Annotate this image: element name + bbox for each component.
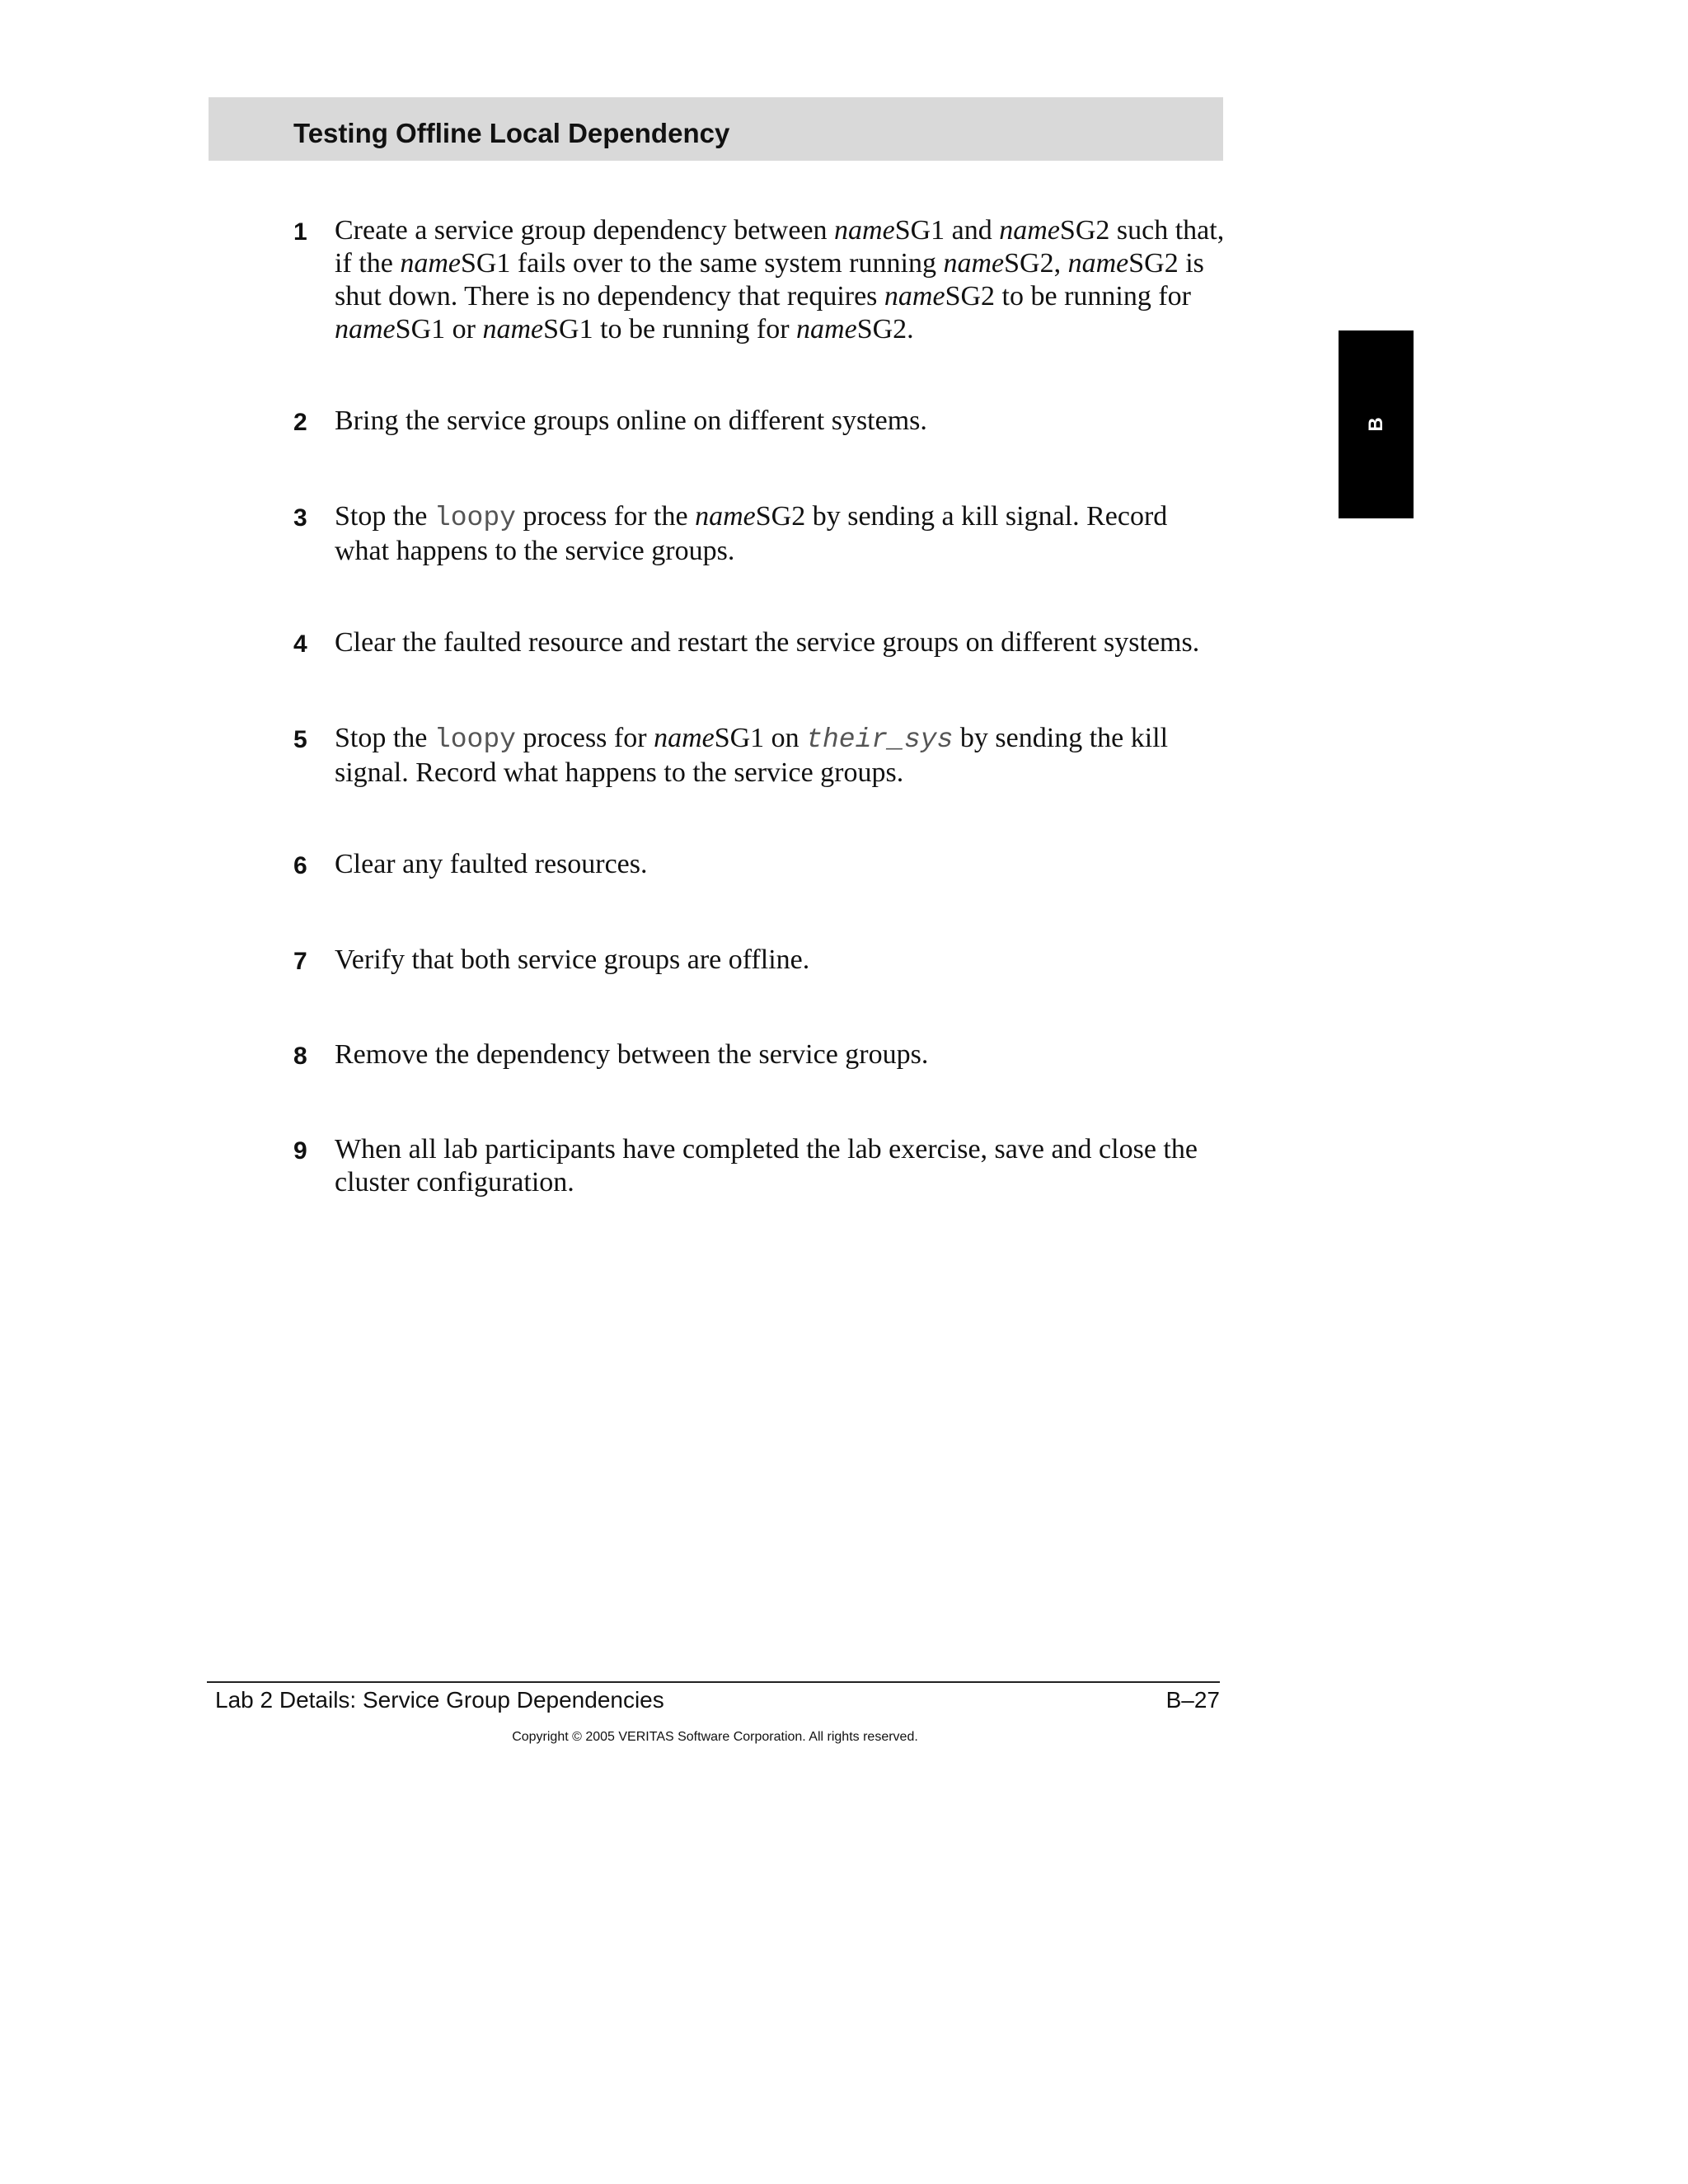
step-number: 3 (293, 504, 307, 532)
footer-lab-title: Lab 2 Details: Service Group Dependencies (215, 1687, 664, 1713)
italic-term: name (834, 215, 895, 246)
step-text (335, 500, 1233, 568)
italic-term: name (335, 314, 396, 344)
text-run: SG2, (1004, 248, 1068, 279)
italic-term: name (482, 314, 544, 344)
step-number: 1 (293, 218, 307, 246)
text-run: SG2 such that, (1059, 215, 1225, 246)
step-number: 8 (293, 1043, 307, 1070)
step-number: 9 (293, 1137, 307, 1165)
step-text (335, 405, 1233, 438)
step-text-line (335, 405, 1233, 438)
text-run: Bring the service groups online on different systems. (335, 405, 927, 436)
text-run: if the (335, 248, 401, 279)
copyright-notice: Copyright © 2005 VERITAS Software Corporation. All rights reserved. (512, 1730, 918, 1744)
step-text (335, 944, 1233, 977)
code-term: loopy (434, 503, 516, 533)
italic-term: name (400, 248, 461, 279)
step-number: 7 (293, 948, 307, 975)
text-run: process for (515, 723, 654, 753)
text-run: process for the (515, 501, 696, 532)
italic-term: name (796, 314, 857, 344)
step-text-line (335, 848, 1233, 881)
step-text (335, 1133, 1233, 1199)
text-run: Clear any faulted resources. (335, 849, 648, 879)
footer-page-number: B–27 (1165, 1687, 1220, 1713)
text-run: SG1 fails over to the same system running (460, 248, 944, 279)
step-text-line (335, 535, 1233, 568)
code-variable: their_sys (806, 724, 954, 755)
text-run: what happens to the service groups. (335, 536, 735, 566)
text-run: SG2 is (1128, 248, 1204, 279)
text-run: SG2 by sending a kill signal. Record (755, 501, 1168, 532)
footer-divider (207, 1681, 1220, 1683)
text-run: SG2. (856, 314, 914, 344)
italic-term: name (1067, 248, 1129, 279)
step-text-line (335, 247, 1233, 280)
step-text-line (335, 1166, 1233, 1199)
italic-term: name (943, 248, 1005, 279)
step-number: 5 (293, 726, 307, 753)
italic-term: name (695, 501, 756, 532)
text-run: by sending the kill (953, 723, 1169, 753)
step-text (335, 848, 1233, 881)
step-text-line (335, 313, 1233, 346)
code-term: loopy (434, 724, 516, 755)
text-run: SG1 or (395, 314, 483, 344)
italic-term: name (999, 215, 1060, 246)
step-text-line (335, 757, 1233, 790)
text-run: signal. Record what happens to the service groups. (335, 757, 904, 788)
text-run: SG2 to be running for (945, 281, 1191, 312)
text-run: cluster configuration. (335, 1167, 574, 1197)
step-text-line (335, 1038, 1233, 1071)
text-run: Clear the faulted resource and restart the service groups on different systems. (335, 627, 1200, 658)
text-run: Stop the (335, 501, 434, 532)
text-run: Remove the dependency between the service groups. (335, 1039, 929, 1070)
text-run: Create a service group dependency between (335, 215, 835, 246)
text-run: When all lab participants have completed the lab exercise, save and close the (335, 1134, 1198, 1165)
step-text-line (335, 722, 1233, 757)
section-title: Testing Offline Local Dependency (293, 118, 730, 148)
text-run: Verify that both service groups are offline. (335, 944, 810, 975)
text-run: shut down. There is no dependency that requires (335, 281, 884, 312)
text-run: Stop the (335, 723, 434, 753)
step-text-line (335, 944, 1233, 977)
text-run: SG1 and (894, 215, 1000, 246)
step-number: 6 (293, 852, 307, 879)
italic-term: name (884, 281, 945, 312)
step-text-line (335, 1133, 1233, 1166)
side-tab-letter: B (1364, 417, 1387, 432)
appendix-side-tab (1339, 330, 1414, 518)
step-text (335, 626, 1233, 659)
step-text (335, 214, 1233, 346)
text-run: SG1 on (714, 723, 807, 753)
step-text-line (335, 626, 1233, 659)
text-run: SG1 to be running for (543, 314, 797, 344)
step-text-line (335, 500, 1233, 535)
step-number: 4 (293, 630, 307, 658)
step-text (335, 1038, 1233, 1071)
step-text-line (335, 214, 1233, 247)
step-number: 2 (293, 409, 307, 436)
step-text-line (335, 280, 1233, 313)
italic-term: name (654, 723, 715, 753)
step-text (335, 722, 1233, 790)
